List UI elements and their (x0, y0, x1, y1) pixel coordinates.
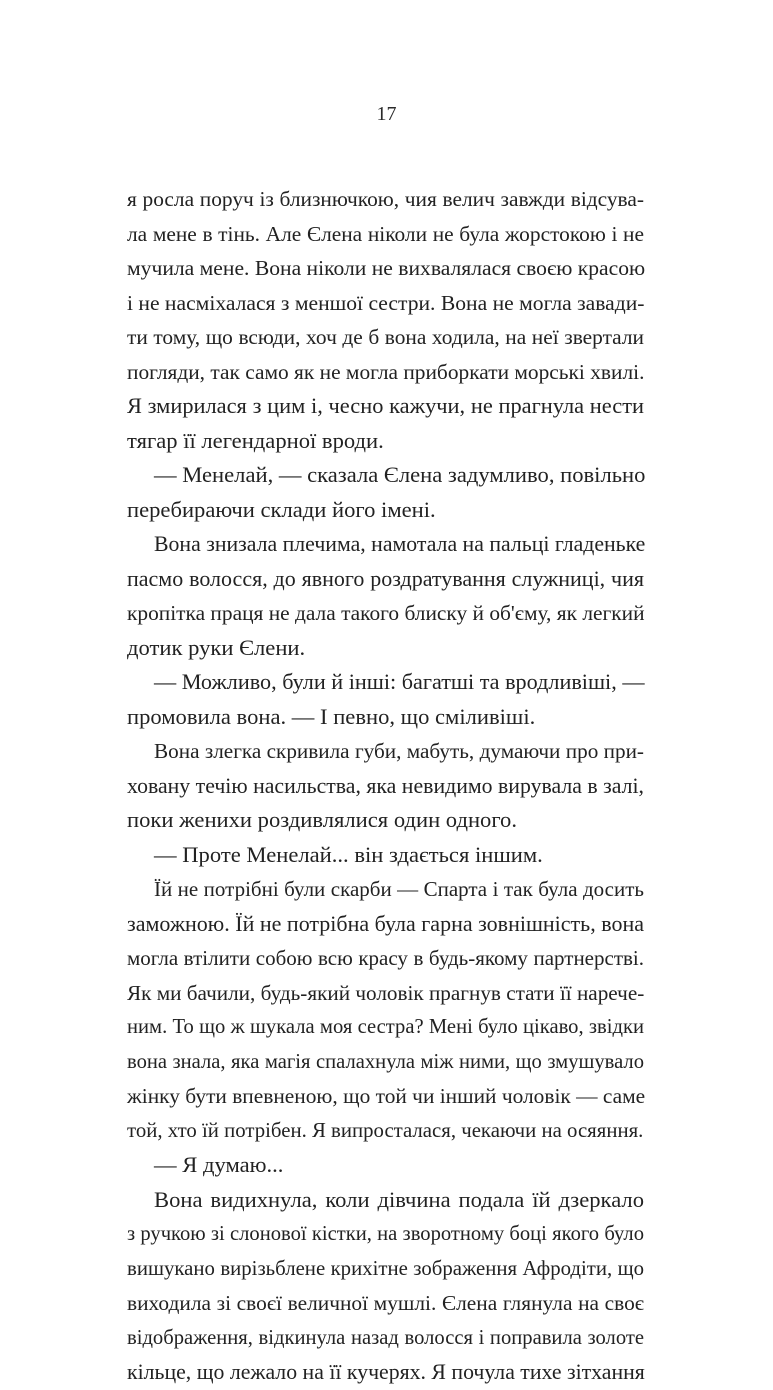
text-line: Вона знизала плечима, намотала на пальці гладеньке (154, 532, 646, 556)
text-line: перебираючи склади його імені. (127, 496, 436, 522)
text-line: пасмо волосся, до явного роздратування служниці, чия (127, 565, 644, 591)
text-line: ла мене в тінь. Але Єлена ніколи не була жорстокою і не (127, 221, 644, 246)
text-line: ним. То що ж шукала моя сестра? Мені було цікаво, звідки (127, 1016, 644, 1038)
text-line: Вона злегка скривила губи, мабуть, думаючи про при- (154, 739, 644, 763)
text-line: заможною. Їй не потрібна була гарна зовнішність, вона (127, 910, 644, 936)
text-line: виходила зі своєї величної мушлі. Єлена глянула на своє (127, 1291, 644, 1315)
text-line: погляди, так само як не могла приборкати морські хвилі. (127, 359, 645, 384)
text-line: — Проте Менелай... він здається іншим. (154, 841, 543, 867)
text-line: поки женихи роздивлялися один одного. (127, 807, 517, 832)
text-line: — Я думаю... (154, 1152, 284, 1177)
text-line: — Менелай, — сказала Єлена задумливо, повільно (154, 462, 646, 487)
text-line: і не насміхалася з меншої сестри. Вона не могла завади- (127, 290, 645, 315)
text-line: промовила вона. — І певно, що сміливіші. (127, 703, 536, 729)
page-number: 17 (376, 103, 397, 125)
text-line: з ручкою зі слонової кістки, на зворотному боці якого було (127, 1223, 644, 1245)
text-line: Їй не потрібні були скарби — Спарта і так була досить (154, 877, 644, 901)
text-line: вишукано вирізьблене крихітне зображення Афродіти, що (127, 1256, 644, 1280)
text-line: дотик руки Єлени. (127, 634, 306, 660)
text-line: Я змирилася з цим і, чесно кажучи, не прагнула нести (127, 393, 644, 418)
text-line: жінку бути впевненою, що той чи інший чоловік — саме (127, 1084, 646, 1108)
text-line: могла втілити собою всю красу в будь-якому партнерстві. (127, 946, 644, 970)
text-line: — Можливо, були й інші: багатші та вродливіші, — (154, 669, 645, 694)
text-line: тягар її легендарної вроди. (127, 427, 384, 453)
text-line: ховану течію насильства, яка невидимо вирувала в залі, (127, 773, 644, 798)
text-line: кропітка праця не дала такого блиску й об'єму, як легкий (127, 601, 645, 625)
text-line: кільце, що лежало на її кучерях. Я почула тихе зітхання (127, 1360, 645, 1384)
text-line: відображення, відкинула назад волосся і поправила золоте (127, 1326, 644, 1349)
text-line: той, хто їй потрібен. Я випросталася, чекаючи на осяяння. (127, 1118, 644, 1142)
text-line: Вона видихнула, коли дівчина подала їй дзеркало (154, 1186, 644, 1212)
text-line: вона знала, яка магія спалахнула між ними, що змушувало (127, 1050, 644, 1073)
text-line: мучила мене. Вона ніколи не вихвалялася своєю красою (127, 256, 646, 280)
text-line: я росла поруч із близнючкою, чия велич завжди відсува- (127, 187, 644, 211)
text-line: ти тому, що всюди, хоч де б вона ходила, на неї звертали (127, 325, 644, 349)
body-text (127, 182, 644, 1390)
text-line: Як ми бачили, будь-який чоловік прагнув стати її нарече- (127, 980, 645, 1005)
